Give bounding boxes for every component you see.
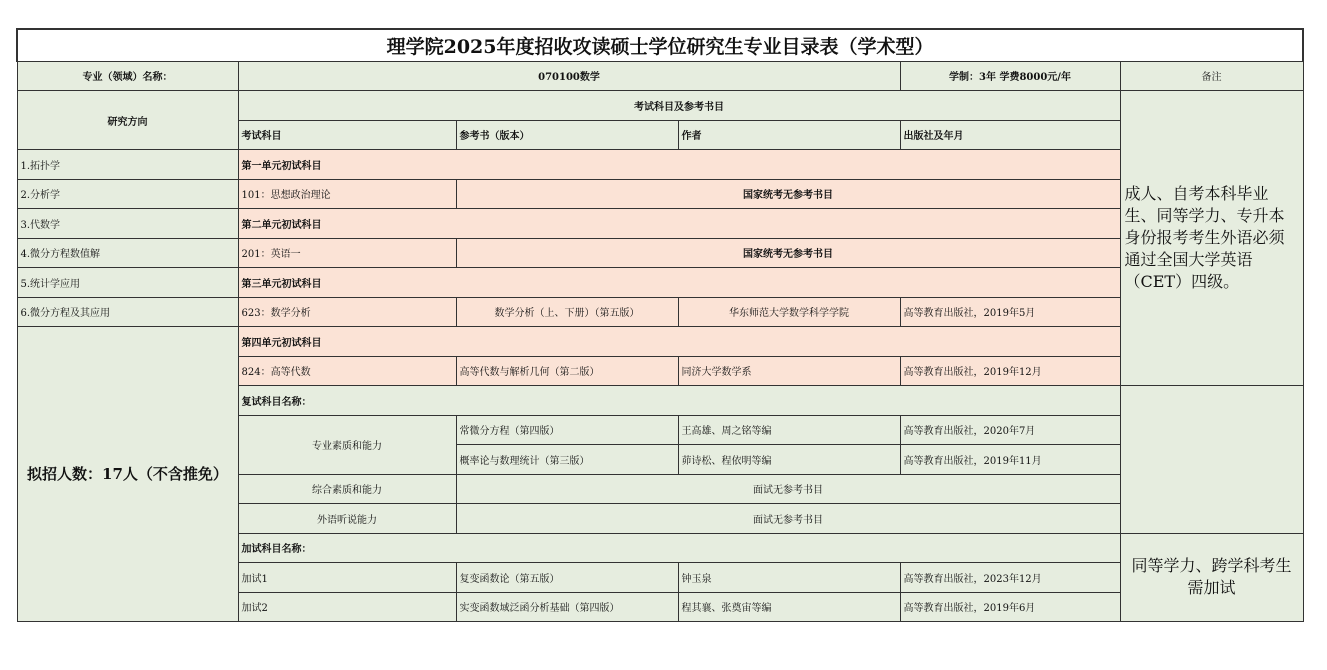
col-subject: 考试科目 — [238, 120, 456, 150]
retest-language: 外语听说能力 — [238, 504, 456, 534]
major-value: 070100数学 — [238, 61, 900, 91]
exam-section-title: 考试科目及参考书目 — [238, 91, 1120, 121]
catalog-table — [16, 28, 1304, 622]
unit4-title: 第四单元初试科目 — [238, 327, 1120, 357]
unit4-subject: 824：高等代数 — [238, 356, 456, 386]
unit1-subject: 101：思想政治理论 — [238, 179, 456, 209]
extra-publisher-1: 高等教育出版社，2023年12月 — [900, 563, 1120, 593]
unit3-title: 第三单元初试科目 — [238, 268, 1120, 298]
retest-language-book: 面试无参考书目 — [456, 504, 1120, 534]
unit1-title: 第一单元初试科目 — [238, 150, 1120, 180]
extra-author-2: 程其襄、张奠宙等编 — [678, 592, 900, 622]
page-title: 理学院2025年度招收攻读硕士学位研究生专业目录表（学术型） — [17, 29, 1303, 61]
retest-professional: 专业素质和能力 — [238, 415, 456, 474]
extra-subject-1: 加试1 — [238, 563, 456, 593]
unit3-subject: 623：数学分析 — [238, 297, 456, 327]
col-publisher: 出版社及年月 — [900, 120, 1120, 150]
remarks-label: 备注 — [1120, 61, 1303, 91]
research-direction-label: 研究方向 — [17, 91, 238, 150]
unit2-book: 国家统考无参考书目 — [456, 238, 1120, 268]
col-book: 参考书（版本） — [456, 120, 678, 150]
unit2-subject: 201：英语一 — [238, 238, 456, 268]
remark-blank — [1120, 386, 1303, 534]
unit4-publisher: 高等教育出版社，2019年12月 — [900, 356, 1120, 386]
unit3-book: 数学分析（上、下册）（第五版） — [456, 297, 678, 327]
unit4-book: 高等代数与解析几何（第二版） — [456, 356, 678, 386]
direction-item: 4.微分方程数值解 — [17, 238, 238, 268]
extra-author-1: 钟玉泉 — [678, 563, 900, 593]
duration-fee: 学制：3年 学费8000元/年 — [900, 61, 1120, 91]
remark-note-2: 同等学力、跨学科考生需加试 — [1120, 533, 1303, 622]
retest-comprehensive-book: 面试无参考书目 — [456, 474, 1120, 504]
retest-book-1: 常微分方程（第四版） — [456, 415, 678, 445]
direction-item: 3.代数学 — [17, 209, 238, 239]
recruit-count: 拟招人数：17人（不含推免） — [17, 327, 238, 622]
retest-author-1: 王高雄、周之铭等编 — [678, 415, 900, 445]
retest-author-2: 茆诗松、程依明等编 — [678, 445, 900, 475]
direction-item: 5.统计学应用 — [17, 268, 238, 298]
col-author: 作者 — [678, 120, 900, 150]
retest-publisher-2: 高等教育出版社，2019年11月 — [900, 445, 1120, 475]
extra-subject-2: 加试2 — [238, 592, 456, 622]
unit2-title: 第二单元初试科目 — [238, 209, 1120, 239]
retest-comprehensive: 综合素质和能力 — [238, 474, 456, 504]
unit1-book: 国家统考无参考书目 — [456, 179, 1120, 209]
remark-note-1: 成人、自考本科毕业生、同等学力、专升本身份报考考生外语必须通过全国大学英语（CET）四级。 — [1120, 91, 1303, 386]
retest-book-2: 概率论与数理统计（第三版） — [456, 445, 678, 475]
extra-book-1: 复变函数论（第五版） — [456, 563, 678, 593]
retest-title: 复试科目名称： — [238, 386, 1120, 416]
extra-book-2: 实变函数域泛函分析基础（第四版） — [456, 592, 678, 622]
unit3-publisher: 高等教育出版社，2019年5月 — [900, 297, 1120, 327]
extra-publisher-2: 高等教育出版社，2019年6月 — [900, 592, 1120, 622]
direction-item: 1.拓扑学 — [17, 150, 238, 180]
major-label: 专业（领域）名称： — [17, 61, 238, 91]
direction-item: 2.分析学 — [17, 179, 238, 209]
retest-publisher-1: 高等教育出版社，2020年7月 — [900, 415, 1120, 445]
direction-item: 6.微分方程及其应用 — [17, 297, 238, 327]
unit4-author: 同济大学数学系 — [678, 356, 900, 386]
unit3-author: 华东师范大学数学科学学院 — [678, 297, 900, 327]
extra-title: 加试科目名称： — [238, 533, 1120, 563]
